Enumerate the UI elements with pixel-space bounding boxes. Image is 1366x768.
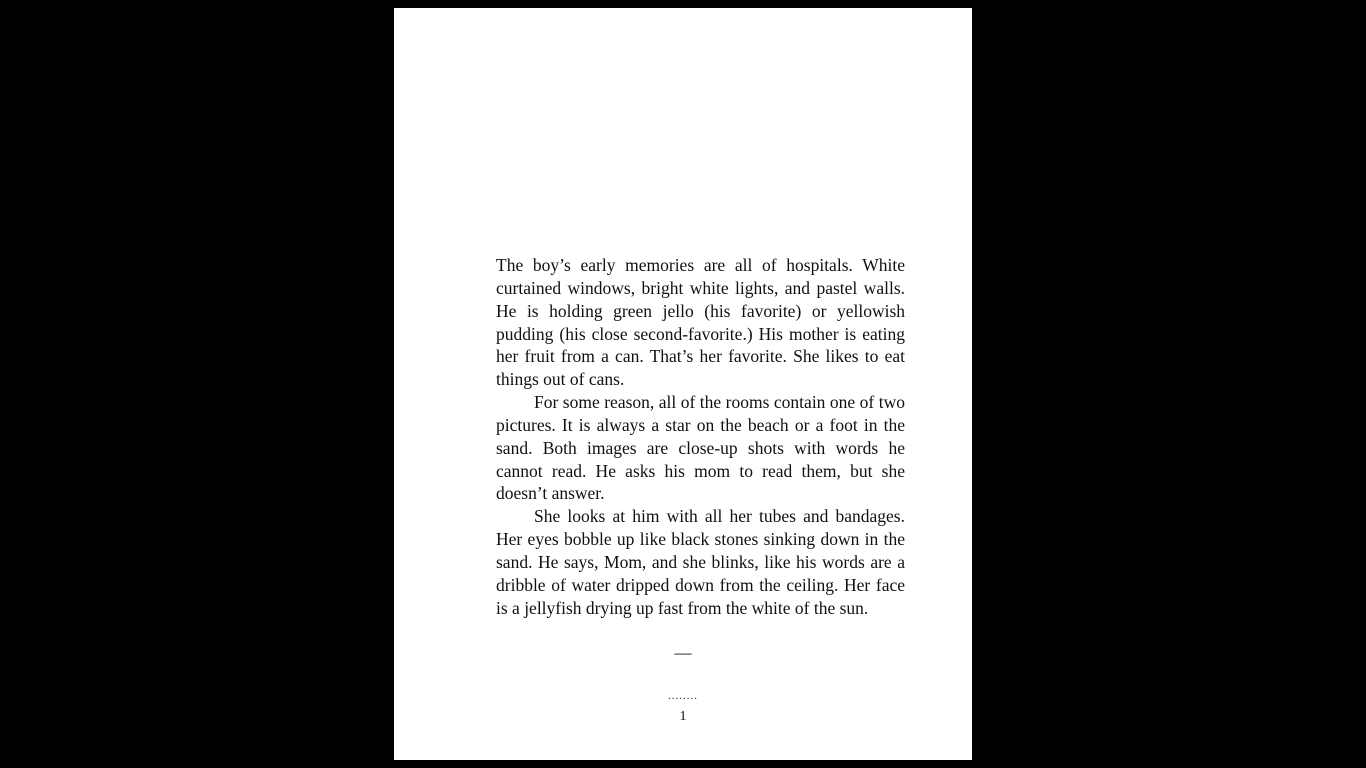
paragraph-1: The boy’s early memories are all of hospitals. White curtained windows, bright white lights, and pastel walls. He is holding green jello (his favorite) or yellowish pudding (his close second-favorite.) His mother is eating her fruit from a can. That’s her favorite. She likes to eat things out of cans. [496, 255, 905, 390]
page-number: 1 [679, 709, 687, 724]
paragraph-3: She looks at him with all her tubes and bandages. Her eyes bobble up like black stones sinking down in the sand. He says, Mom, and she blinks, like his words are a dribble of water dripped down from the ceiling. Her face is a jellyfish drying up fast from the white of the sun. [496, 506, 905, 618]
paragraph-2: For some reason, all of the rooms contain one of two pictures. It is always a star on the beach or a foot in the sand. Both images are close-up shots with words he cannot read. He asks his mom to read them, but she doesn’t answer. [496, 392, 905, 504]
book-page [394, 8, 972, 760]
page-text [496, 254, 905, 620]
page-progress-dots: ........ [668, 690, 698, 702]
section-break-dash: — [674, 643, 692, 662]
